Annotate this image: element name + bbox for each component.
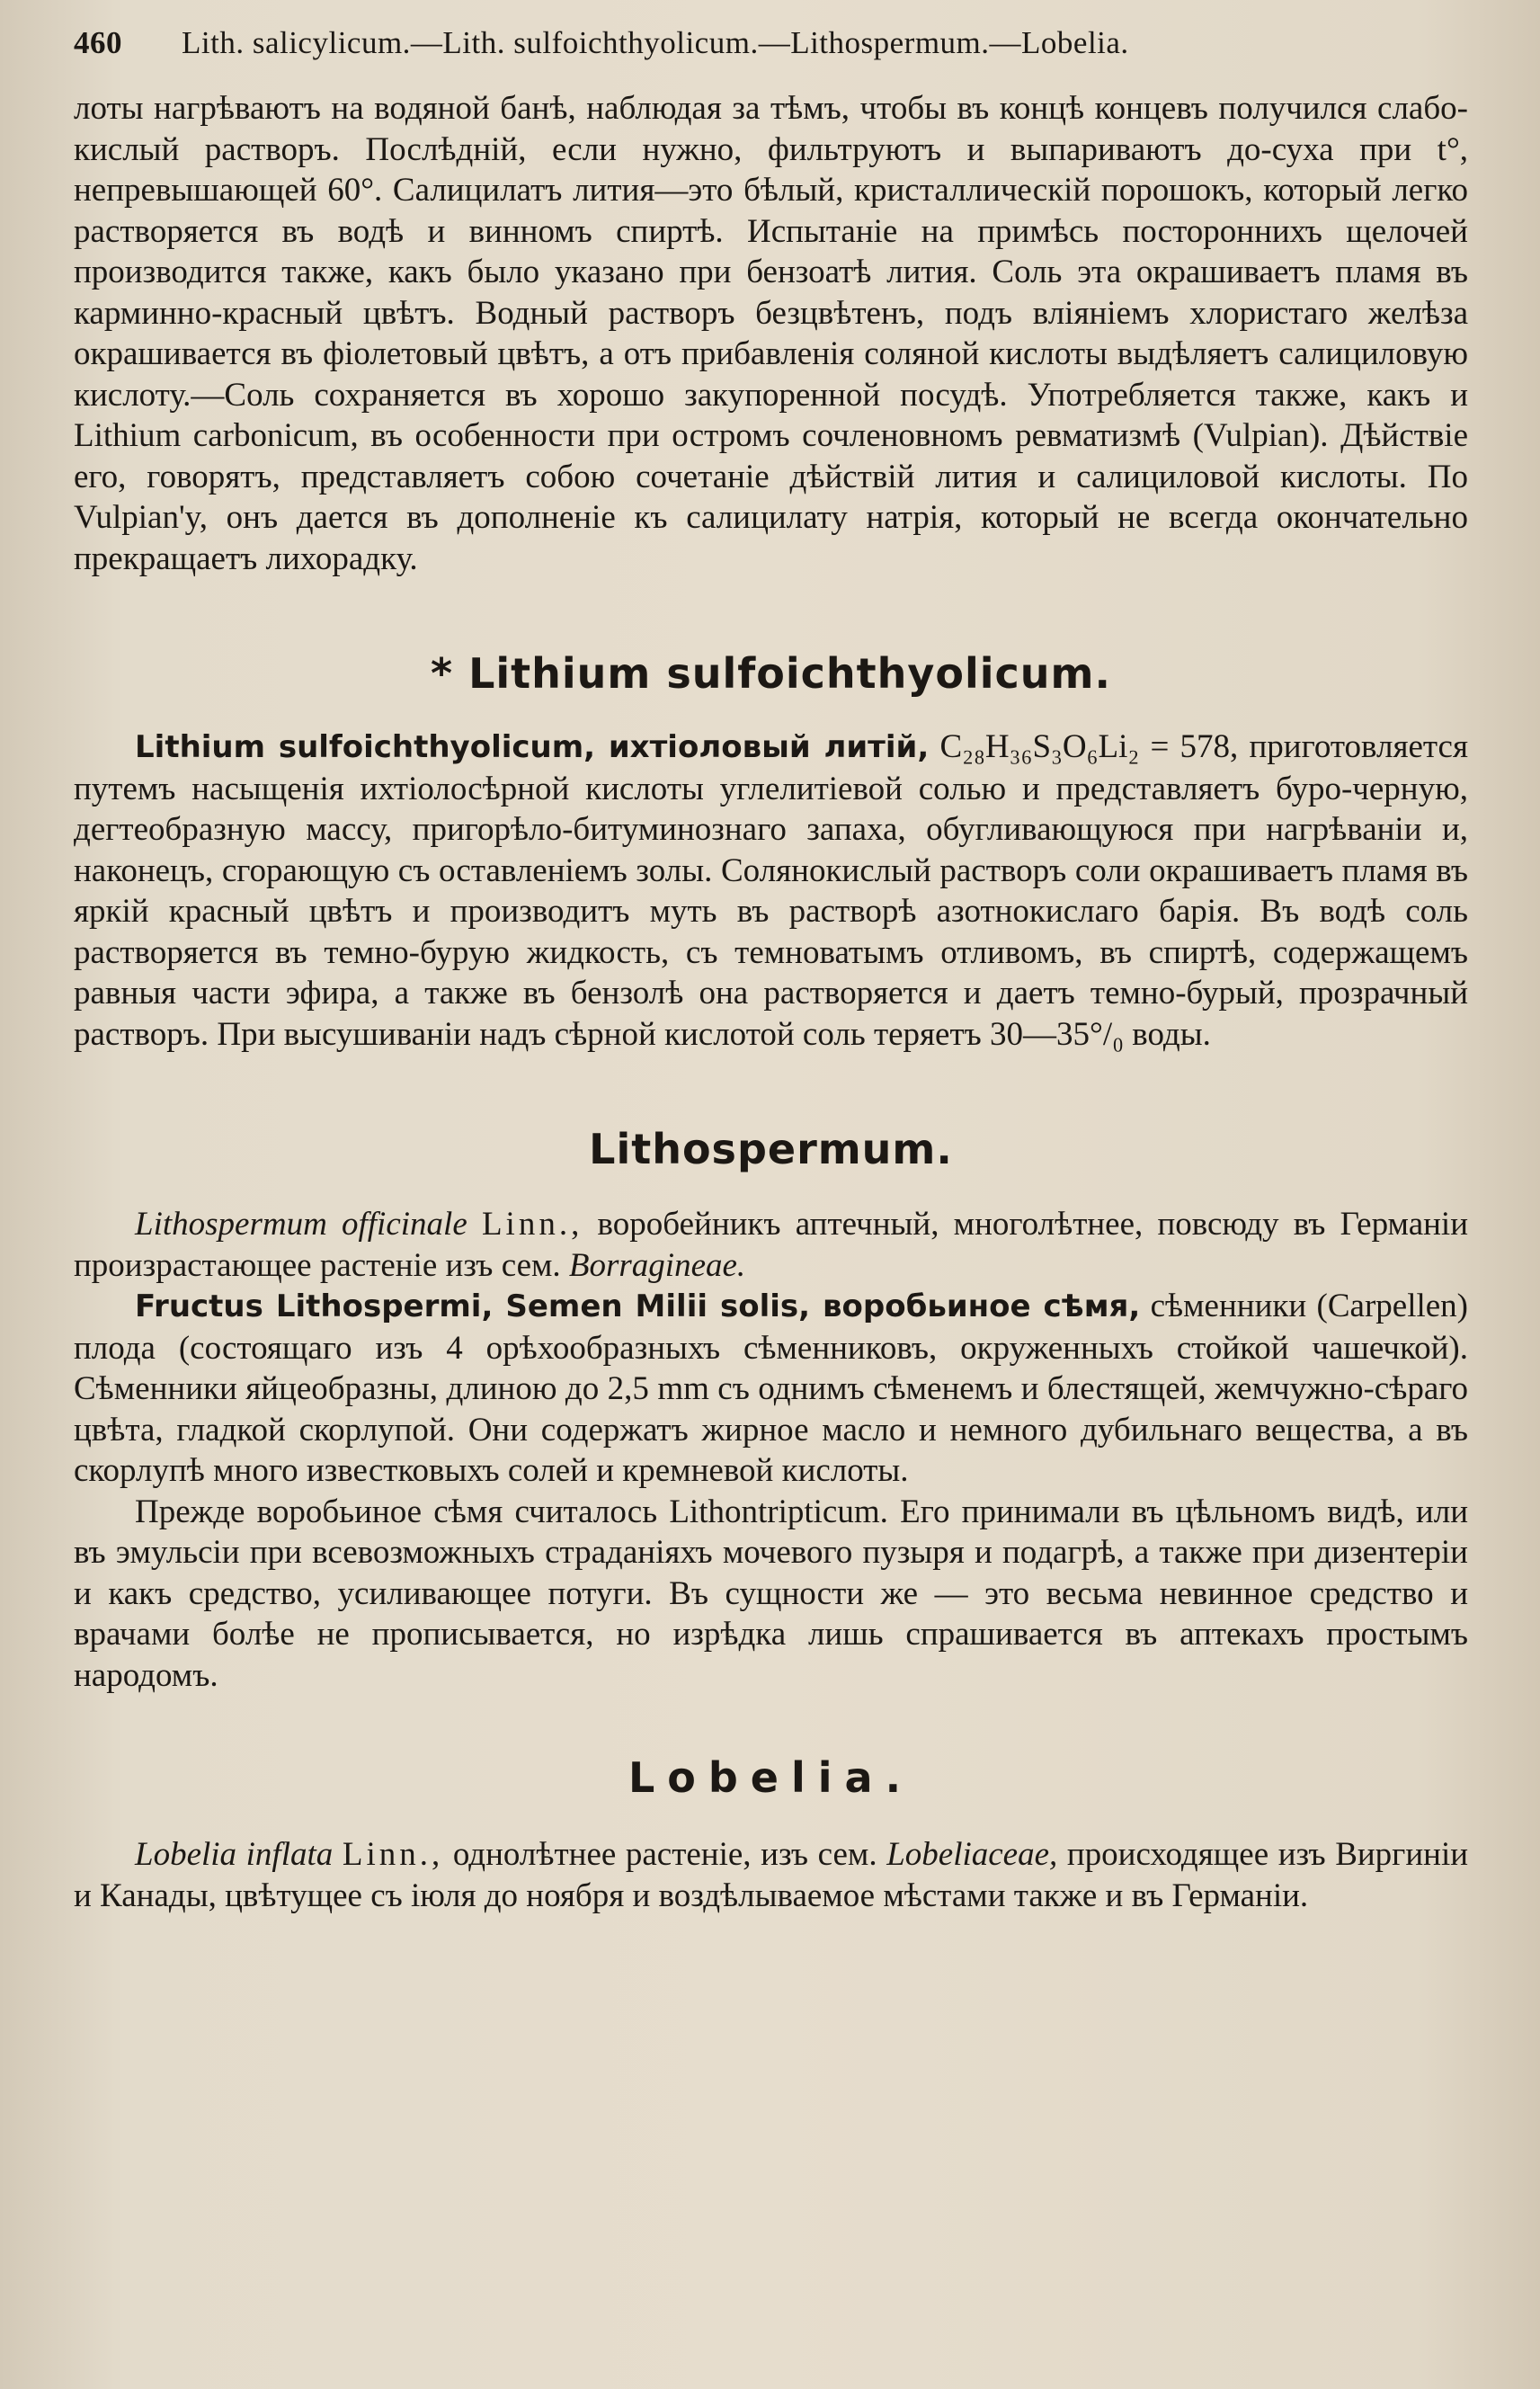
sulfoichthyolicum-text: приготовляется путемъ насыщенія ихтіолосѣрной кислоты углелитіевой солью и представляетъ буро-черную, дегтеобразную массу, пригорѣло-битуминознаго запаха, обугливающуюся при нагрѣваніи и, наконецъ, сгорающую съ оставленіемъ золы. Солянокислый растворъ соли окрашиваетъ пламя въ яркій красный цвѣтъ и производитъ муть въ растворѣ азотнокислаго барія. Въ водѣ соль растворяется въ темно-бурую жидкость, съ темноватымъ отливомъ, въ спиртѣ, содержащемъ равныя части эфира, а также въ бензолѣ она растворяется и даетъ темно-бурый, прозрачный растворъ. При высушиваніи надъ сѣрной кислотой соль теряетъ 30—35°/₀ воды. [74, 728, 1468, 1053]
page-number: 460 [74, 25, 122, 60]
fructus-term: Fructus Lithospermi, Semen Milii solis, воробьиное сѣмя, [135, 1288, 1141, 1324]
lithospermum-heading: Lithospermum. [589, 1125, 953, 1173]
lobelia-family: Lobeliaceae, [886, 1836, 1058, 1873]
lobelia-text: однолѣтнее растеніе, изъ сем. [452, 1836, 877, 1873]
lobelia-author: Linn., [342, 1836, 444, 1873]
lobelia-section [74, 1753, 1468, 1916]
lobelia-text-2: происходящее изъ Виргиніи и Канады, цвѣтущее съ іюля до ноября и воздѣлываемое мѣстами также и въ Германіи. [74, 1836, 1469, 1914]
species-name: Lithospermum officinale [135, 1206, 467, 1243]
lithospermum-section [74, 1125, 1468, 1696]
sulfoichthyolicum-section [74, 649, 1468, 1055]
lobelia-paragraph [74, 1834, 1468, 1916]
sulfoichthyolicum-heading: * Lithium sulfoichthyolicum. [431, 649, 1111, 698]
family-name: Borragineae. [568, 1246, 746, 1284]
species-author: Linn., [481, 1206, 583, 1243]
sulfoichthyolicum-term: Lithium sulfoichthyolicum, ихтіоловый литій, [135, 729, 930, 765]
lithospermum-p1-text: воробейникъ аптечный, многолѣтнее, повсюду въ Германіи произрастающее растеніе изъ сем. [74, 1206, 1469, 1284]
lobelia-heading: Lobelia. [628, 1753, 914, 1802]
lithospermum-paragraph-1 [74, 1204, 1468, 1286]
salicylicum-section [74, 88, 1468, 579]
running-title: Lith. salicylicum.—Lith. sulfoichthyolicum.—Lithospermum.—Lobelia. [182, 25, 1129, 60]
chemical-formula: C₂₈H₃₆S₃O₆Li₂ = 578, [939, 728, 1239, 765]
lithospermum-paragraph-2 [74, 1286, 1468, 1492]
salicylicum-paragraph: лоты нагрѣваютъ на водяной банѣ, наблюдая за тѣмъ, чтобы въ концѣ концевъ получился слабо-кислый растворъ. Послѣдній, если нужно, фильтруютъ и выпариваютъ до-суха при t°, непревышающей 60°. Салицилатъ лития—это бѣлый, кристаллическій порошокъ, который легко растворяется въ водѣ и винномъ спиртѣ. Испытаніе на примѣсь постороннихъ щелочей производится также, какъ было указано при бензоатѣ лития. Соль эта окрашиваетъ пламя въ карминно-красный цвѣтъ. Водный растворъ безцвѣтенъ, подъ вліяніемъ хлористаго желѣза окрашивается въ фіолетовый цвѣтъ, а отъ прибавленія соляной кислоты выдѣляетъ салициловую кислоту.—Соль сохраняется въ хорошо закупоренной посудѣ. Употребляется также, какъ и Lithium carbonicum, въ особенности при остромъ сочленовномъ ревматизмѣ (Vulpian). Дѣйствіе его, говорятъ, представляетъ собою сочетаніе дѣйствій лития и салициловой кислоты. По Vulpian'y, онъ дается въ дополненіе къ салицилату натрія, который не всегда окончательно прекращаетъ лихорадку. [74, 90, 1468, 577]
sulfoichthyolicum-paragraph [74, 727, 1468, 1055]
lobelia-species: Lobelia inflata [135, 1836, 334, 1873]
lithospermum-paragraph-3: Прежде воробьиное сѣмя считалось Lithontripticum. Его принимали въ цѣльномъ видѣ, или въ эмульсіи при всевозможныхъ страданіяхъ мочевого пузыря и подагрѣ, а также при дизентеріи и какъ средство, усиливающее потуги. Въ сущности же — это весьма невинное средство и врачами болѣе не прописывается, но изрѣдка лишь спрашивается въ аптекахъ простымъ народомъ. [74, 1493, 1468, 1694]
lithospermum-p2-text: сѣменники (Carpellen) плода (состоящаго изъ 4 орѣхообразныхъ сѣменниковъ, окруженныхъ стойкой чашечкой). Сѣменники яйцеобразны, длиною до 2,5 mm съ однимъ сѣменемъ и блестящей, жемчужно-сѣраго цвѣта, гладкой скорлупой. Они содержатъ жирное масло и немного дубильнаго вещества, а въ скорлупѣ много известковыхъ солей и кремневой кислоты. [74, 1288, 1469, 1489]
page-header [74, 25, 1468, 83]
